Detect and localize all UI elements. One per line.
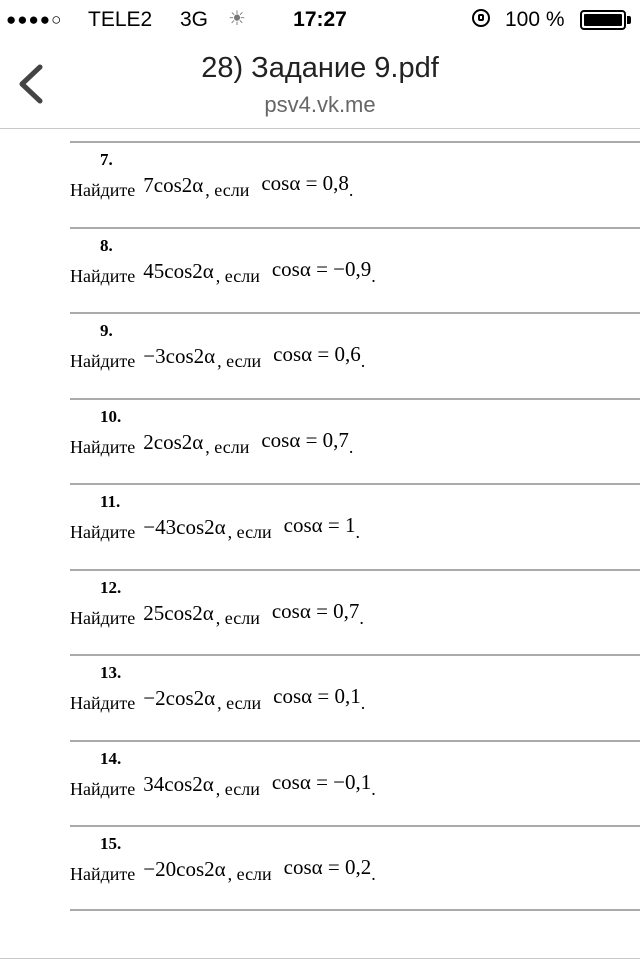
task-end: . xyxy=(348,180,354,200)
task-number: 11. xyxy=(100,492,121,511)
task-text xyxy=(70,427,354,459)
task-item xyxy=(70,569,640,657)
task-end: . xyxy=(360,351,366,371)
activity-spinner-icon: ☀ xyxy=(228,8,246,30)
task-end: . xyxy=(359,607,364,628)
task-expression: 2cos2α xyxy=(143,429,204,454)
task-prefix: Найдите xyxy=(70,265,136,286)
task-prefix: Найдите xyxy=(70,693,136,713)
task-number: 15. xyxy=(100,834,122,853)
task-item xyxy=(70,141,640,229)
task-text xyxy=(70,513,361,544)
task-condition: cosα = 0,8 xyxy=(261,171,349,195)
task-number: 8. xyxy=(100,235,113,255)
task-text xyxy=(70,342,366,373)
task-end: . xyxy=(355,522,361,542)
task-end: . xyxy=(371,864,376,884)
task-expression: −3cos2α xyxy=(143,344,216,368)
task-text xyxy=(70,855,376,886)
task-number: 7. xyxy=(100,150,113,169)
task-end: . xyxy=(348,436,354,457)
battery-percent: 100 % xyxy=(505,8,565,31)
task-prefix: Найдите xyxy=(70,778,136,799)
task-item xyxy=(70,227,640,315)
task-item xyxy=(70,398,640,486)
task-number: 12. xyxy=(100,577,122,597)
task-expression: −43cos2α xyxy=(143,515,226,539)
task-number: 9. xyxy=(100,321,113,340)
task-end: . xyxy=(371,778,376,799)
network-type: 3G xyxy=(180,8,209,31)
toolbar-divider xyxy=(0,958,640,959)
battery-tip xyxy=(627,16,631,24)
signal-strength-icon: ●●●●○ xyxy=(6,10,63,29)
task-text xyxy=(70,684,366,715)
task-condition: cosα = −0,1 xyxy=(271,769,372,794)
task-prefix: Найдите xyxy=(70,436,136,457)
task-prefix: Найдите xyxy=(70,607,136,628)
task-middle: , если xyxy=(215,778,260,799)
task-text xyxy=(70,256,376,288)
task-item xyxy=(70,825,640,913)
task-prefix: Найдите xyxy=(70,864,136,884)
task-middle: , если xyxy=(227,864,272,884)
task-expression: 34cos2α xyxy=(143,771,214,796)
status-bar xyxy=(0,0,640,40)
task-condition: cosα = 0,1 xyxy=(273,684,361,708)
task-middle: , если xyxy=(217,693,262,713)
task-text xyxy=(70,598,364,630)
status-time: 17:27 xyxy=(293,8,347,31)
nav-bar xyxy=(0,40,640,129)
pdf-document[interactable] xyxy=(0,129,640,960)
task-middle: , если xyxy=(215,607,260,628)
document-title: 28) Задание 9.pdf xyxy=(201,52,439,84)
task-number: 10. xyxy=(100,406,122,426)
task-end: . xyxy=(360,693,366,713)
task-item xyxy=(70,483,640,571)
task-condition: cosα = 0,7 xyxy=(271,598,360,623)
task-item xyxy=(70,312,640,400)
task-item xyxy=(70,654,640,742)
task-expression: −2cos2α xyxy=(143,686,216,710)
task-prefix: Найдите xyxy=(70,351,136,371)
battery-icon xyxy=(580,10,626,30)
task-middle: , если xyxy=(217,351,262,371)
task-number: 13. xyxy=(100,663,122,682)
task-condition: cosα = −0,9 xyxy=(271,256,372,281)
task-condition: cosα = 0,6 xyxy=(273,342,361,366)
task-prefix: Найдите xyxy=(70,180,136,200)
task-middle: , если xyxy=(215,265,260,286)
task-item xyxy=(70,740,640,828)
task-text xyxy=(70,171,354,202)
task-middle: , если xyxy=(205,180,250,200)
divider xyxy=(70,909,640,911)
task-middle: , если xyxy=(227,522,272,542)
document-source: psv4.vk.me xyxy=(264,92,376,117)
task-condition: cosα = 1 xyxy=(283,513,356,537)
task-expression: 25cos2α xyxy=(143,600,214,625)
task-expression: 45cos2α xyxy=(143,258,214,283)
task-middle: , если xyxy=(205,436,250,457)
rotation-lock-icon xyxy=(472,9,490,27)
task-text xyxy=(70,769,376,801)
task-condition: cosα = 0,7 xyxy=(261,427,349,452)
task-prefix: Найдите xyxy=(70,522,136,542)
task-end: . xyxy=(371,265,376,286)
task-condition: cosα = 0,2 xyxy=(283,855,372,879)
task-number: 14. xyxy=(100,748,122,768)
carrier-name: TELE2 xyxy=(88,8,153,31)
task-expression: −20cos2α xyxy=(143,857,226,881)
task-expression: 7cos2α xyxy=(143,173,204,197)
